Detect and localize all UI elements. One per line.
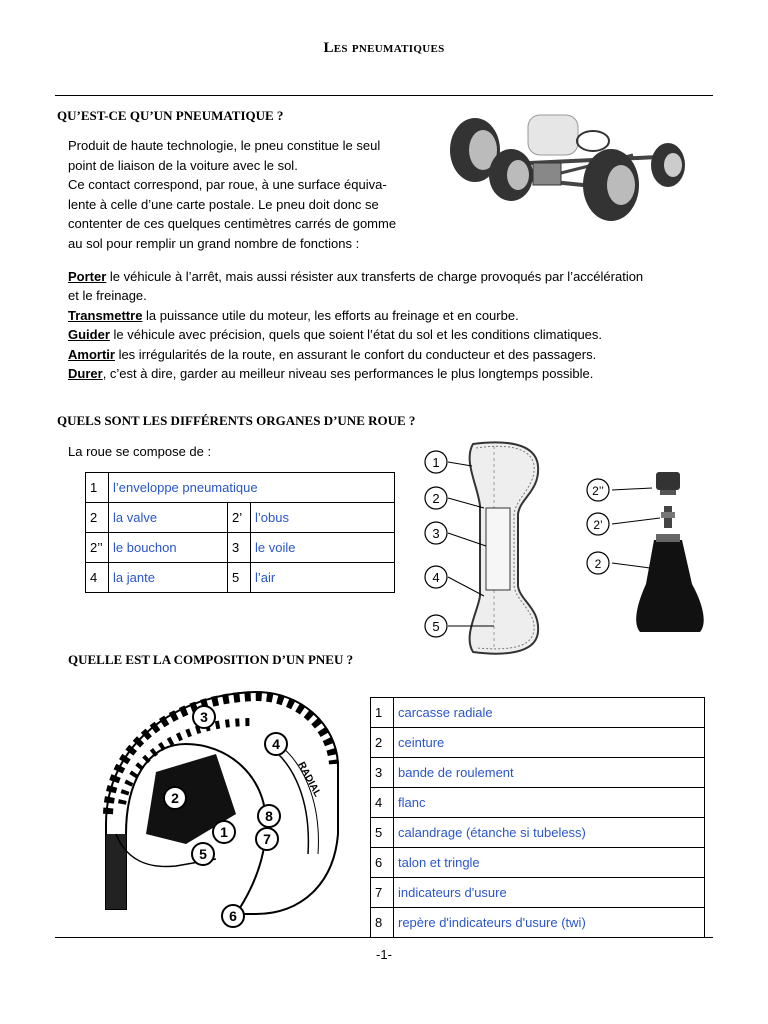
intro-line: contenter de ces quelques centimètres carrés de gomme xyxy=(68,216,397,231)
part-name: le bouchon xyxy=(109,533,228,563)
component-number: 1 xyxy=(371,698,394,728)
table-row xyxy=(371,818,705,848)
tire-cutaway-diagram xyxy=(86,684,344,930)
callout-label: 5 xyxy=(199,846,207,862)
table-row xyxy=(86,503,395,533)
table-row xyxy=(371,788,705,818)
part-name: l’enveloppe pneumatique xyxy=(109,473,395,503)
component-number: 7 xyxy=(371,878,394,908)
part-number: 5 xyxy=(228,563,251,593)
table-row xyxy=(371,848,705,878)
component-number: 6 xyxy=(371,848,394,878)
callout-label: 2’’ xyxy=(592,484,604,498)
function-term: Durer xyxy=(68,366,103,382)
component-number: 4 xyxy=(371,788,394,818)
component-name: flanc xyxy=(394,788,705,818)
function-porter-cont: et le freinage. xyxy=(68,288,147,304)
component-number: 3 xyxy=(371,758,394,788)
part-name: la valve xyxy=(109,503,228,533)
intro-line: au sol pour remplir un grand nombre de fonctions : xyxy=(68,235,360,251)
section-heading-what-is-tire: QU’EST-CE QU’UN PNEUMATIQUE ? xyxy=(57,108,284,123)
page-title: Les pneumatiques xyxy=(323,40,445,56)
part-number: 1 xyxy=(86,473,109,503)
component-name: repère d'indicateurs d'usure (twi) xyxy=(394,908,705,938)
valve-diagram xyxy=(582,466,712,638)
callout-label: 2 xyxy=(171,790,179,806)
wheel-parts-table xyxy=(85,472,395,593)
component-name: talon et tringle xyxy=(394,848,705,878)
function-guider xyxy=(68,325,718,344)
callout-label: 4 xyxy=(432,570,440,585)
intro-line: lente à celle d’une carte postale. Le pneu doit donc se xyxy=(68,196,379,212)
component-name: calandrage (étanche si tubeless) xyxy=(394,818,705,848)
callout-label: 3 xyxy=(200,709,208,725)
function-text: la puissance utile du moteur, les efforts au freinage et en courbe. xyxy=(142,307,519,323)
part-number: 3 xyxy=(228,533,251,563)
component-name: bande de roulement xyxy=(394,758,705,788)
page-number: -1- xyxy=(376,947,392,962)
component-number: 5 xyxy=(371,818,394,848)
function-text: le véhicule avec précision, quels que soient l’état du sol et les conditions climatiques. xyxy=(109,327,603,343)
function-transmettre xyxy=(68,306,718,325)
wheel-cross-section-diagram xyxy=(418,436,558,660)
callout-label: 8 xyxy=(265,808,273,824)
wheel-intro: La roue se compose de : xyxy=(68,444,212,459)
function-term: Transmettre xyxy=(68,307,143,323)
function-text: , c’est à dire, garder au meilleur niveau ses performances le plus longtemps possible. xyxy=(102,366,594,382)
table-row xyxy=(86,533,395,563)
intro-paragraph xyxy=(68,136,432,253)
intro-line: point de liaison de la voiture avec le sol. xyxy=(68,157,298,173)
intro-line: Produit de haute technologie, le pneu constitue le seul xyxy=(68,138,381,153)
function-term: Porter xyxy=(68,269,107,284)
component-number: 2 xyxy=(371,728,394,758)
part-number: 2’’ xyxy=(86,533,109,563)
table-row xyxy=(86,563,395,593)
part-name: le voile xyxy=(251,533,395,563)
section-heading-wheel-parts: QUELS SONT LES DIFFÉRENTS ORGANES D’UNE ROUE ? xyxy=(57,413,416,428)
callout-label: 2 xyxy=(432,491,440,506)
functions-list xyxy=(68,267,718,383)
function-text: le véhicule à l’arrêt, mais aussi résister aux transferts de charge provoqués par l’accélération xyxy=(106,269,644,284)
callout-label: 7 xyxy=(263,831,271,847)
top-divider xyxy=(55,95,713,96)
table-row xyxy=(86,473,395,503)
callout-label: 1 xyxy=(432,455,440,470)
tire-composition-table xyxy=(370,697,705,938)
part-number: 2’ xyxy=(228,503,251,533)
callout-label: 4 xyxy=(272,736,280,752)
section-heading-tire-composition: QUELLE EST LA COMPOSITION D’UN PNEU ? xyxy=(68,652,354,667)
component-name: indicateurs d'usure xyxy=(394,878,705,908)
table-row xyxy=(371,908,705,938)
sidewall-radial-text: RADIAL xyxy=(295,760,323,799)
chassis-illustration xyxy=(443,105,693,227)
function-durer xyxy=(68,364,718,383)
table-row xyxy=(371,698,705,728)
function-porter xyxy=(68,267,718,286)
function-text: les irrégularités de la route, en assurant le confort du conducteur et des passagers. xyxy=(114,346,597,362)
function-term: Guider xyxy=(68,327,110,343)
part-name: la jante xyxy=(109,563,228,593)
intro-line: Ce contact correspond, par roue, à une surface équiva- xyxy=(68,177,387,192)
part-number: 4 xyxy=(86,563,109,593)
callout-label: 2’ xyxy=(593,518,603,532)
callout-label: 3 xyxy=(432,526,440,541)
callout-label: 2 xyxy=(594,557,602,571)
part-name: l’obus xyxy=(251,503,395,533)
function-term: Amortir xyxy=(68,346,115,362)
function-amortir xyxy=(68,345,718,364)
table-row xyxy=(371,728,705,758)
callout-label: 6 xyxy=(229,908,237,924)
callout-label: 5 xyxy=(432,619,440,634)
component-number: 8 xyxy=(371,908,394,938)
part-name: l’air xyxy=(251,563,395,593)
callout-label: 1 xyxy=(220,824,228,840)
component-name: carcasse radiale xyxy=(394,698,705,728)
component-name: ceinture xyxy=(394,728,705,758)
table-row xyxy=(371,758,705,788)
table-row xyxy=(371,878,705,908)
part-number: 2 xyxy=(86,503,109,533)
bottom-divider xyxy=(55,937,713,938)
